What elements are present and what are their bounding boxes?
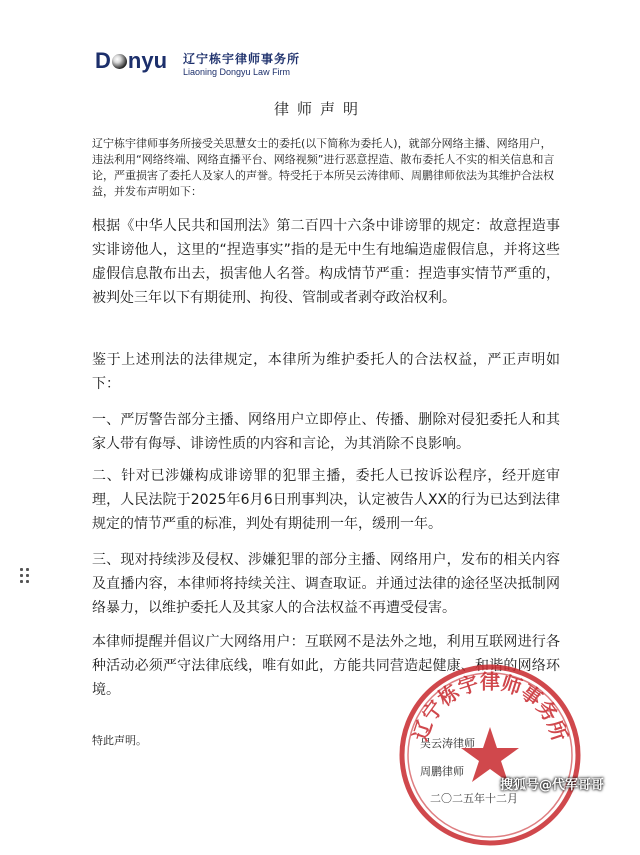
signoff-text: 特此声明。: [92, 734, 147, 747]
firm-name-en: Liaoning Dongyu Law Firm: [183, 67, 291, 77]
law-paragraph: 根据《中华人民共和国刑法》第二百四十六条中诽谤罪的规定：故意捏造事实诽谤他人，这里的“捏造事实”指的是无中生有地编造虚假信息，并将这些虚假信息散布出去，损害他人名誉。构成情节严重：捏造事实情节严重的，被判处三年以下有期徒刑、拘役、管制或者剥夺政治权利。: [92, 218, 560, 306]
firm-seal: [390, 655, 590, 855]
advocacy-paragraph: 本律师提醒并倡议广大网络用户：互联网不是法外之地，利用互联网进行各种活动必须严守法律底线，唯有如此，方能共同营造起健康、和谐的网络环境。: [92, 634, 560, 698]
intro-paragraph: 辽宁栋宇律师事务所接受关思慧女士的委托(以下简称为委托人)，就部分网络主播、网络用户，违法利用“网络终端、网络直播平台、网络视频”进行恶意捏造、散布委托人不实的相关信息和言论，严重损害了委托人及家人的声誉。特受托于本所吴云涛律师、周鹏律师依法为其维护合法权益，并发布声明如下：: [92, 137, 555, 198]
seal-text: 辽宁栋宇律师事务所: [408, 669, 572, 744]
firm-name-cn: 辽宁栋宇律师事务所: [183, 52, 301, 66]
logo-globe-icon: [112, 54, 127, 69]
drag-handle-icon[interactable]: [20, 568, 34, 590]
signer-wu: 吴云涛律师: [420, 737, 475, 750]
statement-lead-paragraph: 鉴于上述刑法的法律规定，本律所为维护委托人的合法权益，严正声明如下：: [92, 352, 560, 392]
warning-paragraph: 一、严厉警告部分主播、网络用户立即停止、传播、删除对侵犯委托人和其家人带有侮辱、诽谤性质的内容和言论，为其消除不良影响。: [92, 412, 560, 452]
investigation-paragraph: 三、现对持续涉及侵权、涉嫌犯罪的部分主播、网络用户，发布的相关内容及直播内容，本律师将持续关注、调查取证。并通过法律的途径坚决抵制网络暴力，以维护委托人及其家人的合法权益不再遭受侵害。: [92, 552, 560, 616]
document-title: 律师声明: [273, 100, 366, 118]
signer-zhou: 周鹏律师: [420, 765, 464, 778]
source-watermark: 搜狐号@代军哥哥: [500, 778, 605, 793]
document-date: 二〇二五年十二月: [430, 792, 518, 805]
logo-wordmark: D nyu: [95, 48, 168, 73]
judgment-paragraph: 二、针对已涉嫌构成诽谤罪的犯罪主播，委托人已按诉讼程序，经开庭审理，人民法院于2025年6月6日刑事判决，认定被告人XX的行为已达到法律规定的情节严重的标准，判处有期徒刑一年，缓刑一年。: [92, 468, 560, 532]
